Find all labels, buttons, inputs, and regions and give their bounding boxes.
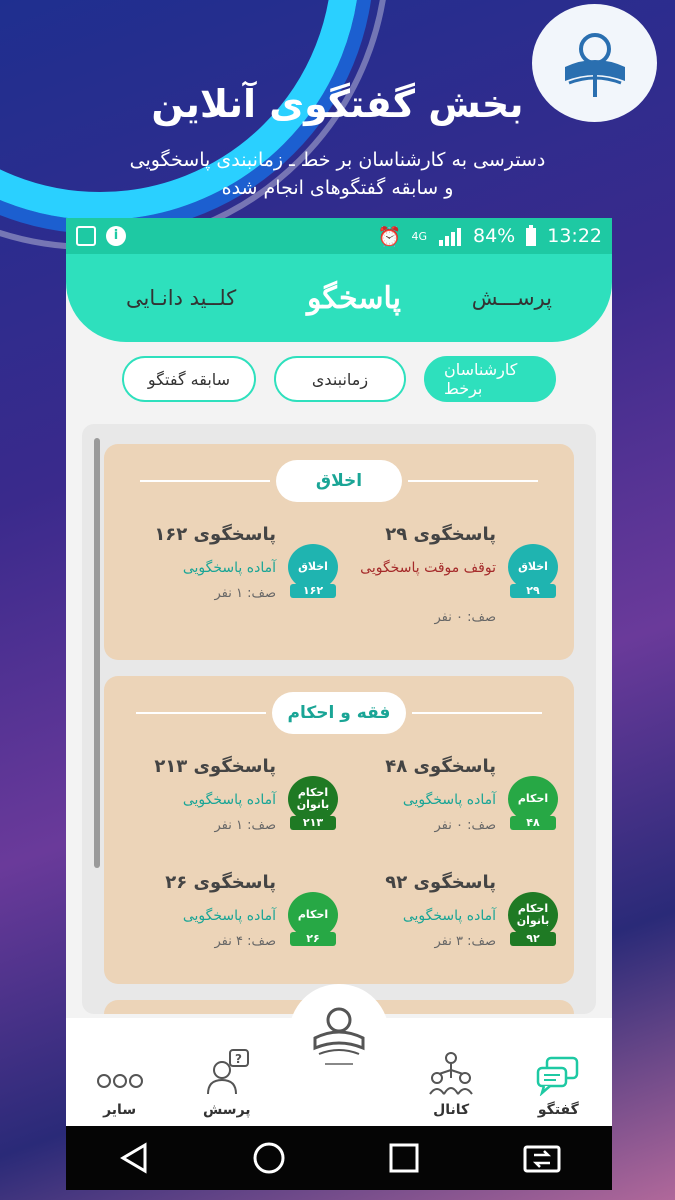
agent-name: پاسخگوی ۲۹ bbox=[385, 524, 496, 545]
agent-avatar bbox=[506, 776, 560, 830]
recents-icon[interactable] bbox=[387, 1141, 421, 1175]
agent-queue: صف: ۱ نفر bbox=[214, 818, 276, 833]
tab-schedule[interactable]: زمانبندی bbox=[274, 356, 406, 402]
image-notification-icon bbox=[76, 226, 96, 246]
agent-item[interactable] bbox=[118, 524, 348, 634]
signal-icon bbox=[437, 226, 463, 246]
category-badge: احکام بانوان bbox=[288, 776, 338, 822]
nav-question-label: پرسش bbox=[203, 1102, 251, 1118]
nav-more[interactable] bbox=[75, 1066, 165, 1118]
promo-subtitle-line1: دسترسی به کارشناسان بر خط ـ زمانبندی پاسخگویی bbox=[129, 149, 546, 171]
chat-icon bbox=[535, 1056, 581, 1096]
agent-number-tag: ۹۲ bbox=[510, 932, 556, 946]
agent-avatar bbox=[506, 544, 560, 598]
svg-text:?: ? bbox=[234, 1052, 242, 1066]
category-badge: احکام bbox=[508, 776, 558, 822]
divider bbox=[408, 480, 538, 482]
switch-app-icon[interactable] bbox=[522, 1141, 562, 1175]
agent-status: توقف موقت پاسخگویی bbox=[360, 560, 496, 576]
agent-status: آماده پاسخگویی bbox=[182, 908, 276, 924]
agent-queue: صف: ۰ نفر bbox=[434, 610, 496, 625]
agent-name: پاسخگوی ۴۸ bbox=[385, 756, 496, 777]
agent-status: آماده پاسخگویی bbox=[402, 908, 496, 924]
agent-item[interactable] bbox=[338, 756, 568, 866]
agent-queue: صف: ۰ نفر bbox=[434, 818, 496, 833]
category-title: اخلاق bbox=[276, 460, 402, 502]
agent-number-tag: ۲۶ bbox=[290, 932, 336, 946]
back-icon[interactable] bbox=[117, 1141, 151, 1175]
phone-screen bbox=[66, 218, 612, 1190]
agent-avatar bbox=[286, 776, 340, 830]
scrollbar[interactable] bbox=[94, 438, 100, 868]
category-title: فقه و احکام bbox=[272, 692, 407, 734]
top-navigation bbox=[66, 254, 612, 342]
category-header bbox=[104, 692, 574, 734]
promo-subtitle bbox=[0, 146, 675, 202]
channel-icon bbox=[428, 1050, 474, 1096]
agent-status: آماده پاسخگویی bbox=[402, 792, 496, 808]
promo-headline: بخش گفتگوی آنلاین bbox=[151, 82, 524, 126]
agent-name: پاسخگوی ۲۶ bbox=[165, 872, 276, 893]
nav-question[interactable] bbox=[182, 1048, 272, 1118]
chat-tabs bbox=[66, 342, 612, 402]
alarm-icon: ⏰ bbox=[377, 225, 402, 248]
nav-chat[interactable] bbox=[513, 1056, 603, 1118]
agent-item[interactable] bbox=[118, 756, 348, 866]
nav-chat-label: گفتگو bbox=[537, 1102, 579, 1118]
home-icon[interactable] bbox=[252, 1141, 286, 1175]
agent-status: آماده پاسخگویی bbox=[182, 560, 276, 576]
category-badge: احکام bbox=[288, 892, 338, 938]
divider bbox=[136, 712, 266, 714]
nav-channel[interactable] bbox=[406, 1050, 496, 1118]
system-nav-bar bbox=[66, 1126, 612, 1190]
agent-item[interactable] bbox=[338, 524, 568, 634]
category-card-feqh bbox=[104, 676, 574, 984]
agent-avatar bbox=[506, 892, 560, 946]
nav-more-label: سایر bbox=[103, 1102, 137, 1118]
promo-subtitle-line2: و سابقه گفتگوهای انجام شده bbox=[221, 177, 454, 199]
agent-number-tag: ۲۹ bbox=[510, 584, 556, 598]
agent-item[interactable] bbox=[118, 872, 348, 982]
battery-percent: 84% bbox=[473, 225, 516, 247]
agent-avatar bbox=[286, 544, 340, 598]
agent-name: پاسخگوی ۱۶۲ bbox=[154, 524, 276, 545]
question-person-icon bbox=[204, 1048, 250, 1096]
agent-name: پاسخگوی ۹۲ bbox=[385, 872, 496, 893]
status-bar bbox=[66, 218, 612, 254]
experts-list[interactable] bbox=[82, 424, 596, 1014]
nav-channel-label: کانال bbox=[433, 1102, 470, 1118]
agent-queue: صف: ۴ نفر bbox=[214, 934, 276, 949]
agent-number-tag: ۴۸ bbox=[510, 816, 556, 830]
divider bbox=[412, 712, 542, 714]
network-label: 4G bbox=[411, 229, 427, 243]
agent-queue: صف: ۱ نفر bbox=[214, 586, 276, 601]
clock-time: 13:22 bbox=[547, 225, 602, 247]
agent-avatar bbox=[286, 892, 340, 946]
question-link[interactable]: پرســـش bbox=[471, 286, 552, 310]
agent-status: آماده پاسخگویی bbox=[182, 792, 276, 808]
app-brand-logo: پاسخگو bbox=[306, 280, 402, 316]
agent-item[interactable] bbox=[338, 872, 568, 982]
agent-name: پاسخگوی ۲۱۳ bbox=[154, 756, 276, 777]
battery-icon bbox=[525, 225, 537, 247]
tab-chat-history[interactable]: سابقه گفتگو bbox=[122, 356, 256, 402]
divider bbox=[140, 480, 270, 482]
category-badge: اخلاق bbox=[508, 544, 558, 590]
category-header bbox=[104, 460, 574, 502]
category-badge: اخلاق bbox=[288, 544, 338, 590]
category-card-akhlagh bbox=[104, 444, 574, 660]
category-badge: احکام بانوان bbox=[508, 892, 558, 938]
center-home-button[interactable] bbox=[289, 984, 389, 1084]
book-logo-icon bbox=[289, 984, 389, 1084]
agent-number-tag: ۲۱۳ bbox=[290, 816, 336, 830]
agent-number-tag: ۱۶۲ bbox=[290, 584, 336, 598]
tab-online-experts[interactable]: کارشناسان برخط bbox=[424, 356, 556, 402]
info-notification-icon: i bbox=[106, 226, 126, 246]
more-dots-icon bbox=[95, 1066, 145, 1096]
knowledge-key-link[interactable]: کلــید دانـایی bbox=[126, 286, 237, 310]
agent-queue: صف: ۳ نفر bbox=[434, 934, 496, 949]
